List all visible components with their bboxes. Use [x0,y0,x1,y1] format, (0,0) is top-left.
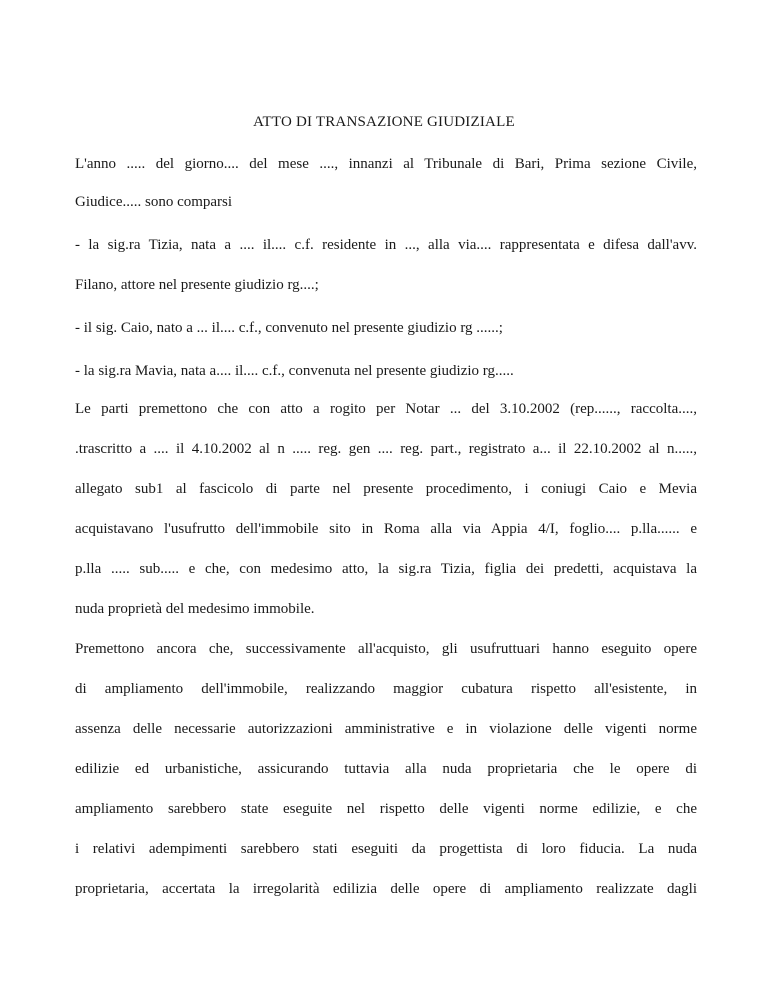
text-line-10: acquistavano l'usufrutto dell'immobile sito in Roma alla via Appia 4/I, foglio.... p.lla...... e [75,521,697,537]
text-line-8: .trascritto a .... il 4.10.2002 al n ..... reg. gen .... reg. part., registrato a... il 22.10.2002 al n....., [75,441,697,457]
text-line-11: p.lla ..... sub..... e che, con medesimo atto, la sig.ra Tizia, figlia dei predetti, acquistava la [75,561,697,577]
text-line-12: nuda proprietà del medesimo immobile. [75,601,315,617]
text-line-2: Giudice..... sono comparsi [75,194,233,210]
text-line-9: allegato sub1 al fascicolo di parte nel presente procedimento, i coniugi Caio e Mevia [75,481,697,497]
text-line-18: i relativi adempimenti sarebbero stati eseguiti da progettista di loro fiducia. La nuda [75,841,697,857]
text-line-19: proprietaria, accertata la irregolarità edilizia delle opere di ampliamento realizzate dagli [75,881,697,897]
document-title: ATTO DI TRANSAZIONE GIUDIZIALE [253,114,515,130]
text-line-17: ampliamento sarebbero state eseguite nel rispetto delle vigenti norme edilizie, e che [75,801,697,817]
text-line-6: - la sig.ra Mavia, nata a.... il.... c.f., convenuta nel presente giudizio rg..... [75,363,514,379]
text-line-14: di ampliamento dell'immobile, realizzando maggior cubatura rispetto all'esistente, in [75,681,697,697]
text-line-3: - la sig.ra Tizia, nata a .... il.... c.f. residente in ..., alla via.... rappresentata e difesa dall'avv. [75,237,697,253]
text-line-1: L'anno ..... del giorno.... del mese ...., innanzi al Tribunale di Bari, Prima sezione Civile, [75,156,697,172]
text-line-16: edilizie ed urbanistiche, assicurando tuttavia alla nuda proprietaria che le opere di [75,761,697,777]
text-line-5: - il sig. Caio, nato a ... il.... c.f., convenuto nel presente giudizio rg ......; [75,320,503,336]
text-line-7: Le parti premettono che con atto a rogito per Notar ... del 3.10.2002 (rep......, raccolta...., [75,401,697,417]
text-line-15: assenza delle necessarie autorizzazioni amministrative e in violazione delle vigenti norme [75,721,697,737]
text-line-13: Premettono ancora che, successivamente all'acquisto, gli usufruttuari hanno eseguito opere [75,641,697,657]
text-line-4: Filano, attore nel presente giudizio rg....; [75,277,319,293]
